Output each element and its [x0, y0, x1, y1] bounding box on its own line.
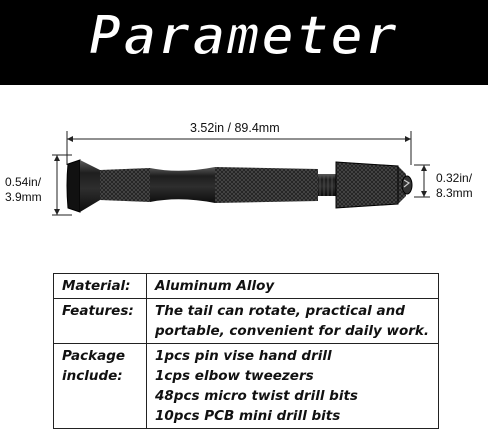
- package-item: 1cps elbow tweezers: [155, 368, 314, 384]
- length-label: 3.52in / 89.4mm: [190, 121, 280, 135]
- package-value: [147, 344, 439, 429]
- drill-body: [67, 160, 412, 212]
- table-row: [54, 274, 439, 299]
- left-diameter-mm: 3.9mm: [5, 190, 42, 204]
- banner-title: Parameter: [88, 4, 400, 67]
- spec-table: [53, 273, 439, 429]
- features-value: [147, 299, 439, 344]
- package-item: 10pcs PCB mini drill bits: [155, 408, 341, 424]
- package-label-line: include:: [62, 368, 123, 384]
- package-item: 48pcs micro twist drill bits: [155, 388, 358, 404]
- title-banner: [0, 0, 488, 85]
- features-line: portable, convenient for daily work.: [155, 323, 429, 339]
- package-label-line: Package: [62, 348, 126, 364]
- features-line: The tail can rotate, practical and: [155, 303, 405, 319]
- left-diameter-label: [5, 175, 42, 205]
- features-label: Features:: [54, 299, 147, 344]
- table-row: [54, 299, 439, 344]
- left-diameter-inch: 0.54in/: [5, 175, 42, 189]
- right-diameter-label: [436, 171, 473, 201]
- table-row: [54, 344, 439, 429]
- package-item: 1pcs pin vise hand drill: [155, 348, 332, 364]
- material-value: Aluminum Alloy: [147, 274, 439, 299]
- pin-vise-drill-illustration: [0, 85, 488, 265]
- package-label: [54, 344, 147, 429]
- right-diameter-inch: 0.32in/: [436, 171, 473, 185]
- right-diameter-mm: 8.3mm: [436, 186, 473, 200]
- material-label: Material:: [54, 274, 147, 299]
